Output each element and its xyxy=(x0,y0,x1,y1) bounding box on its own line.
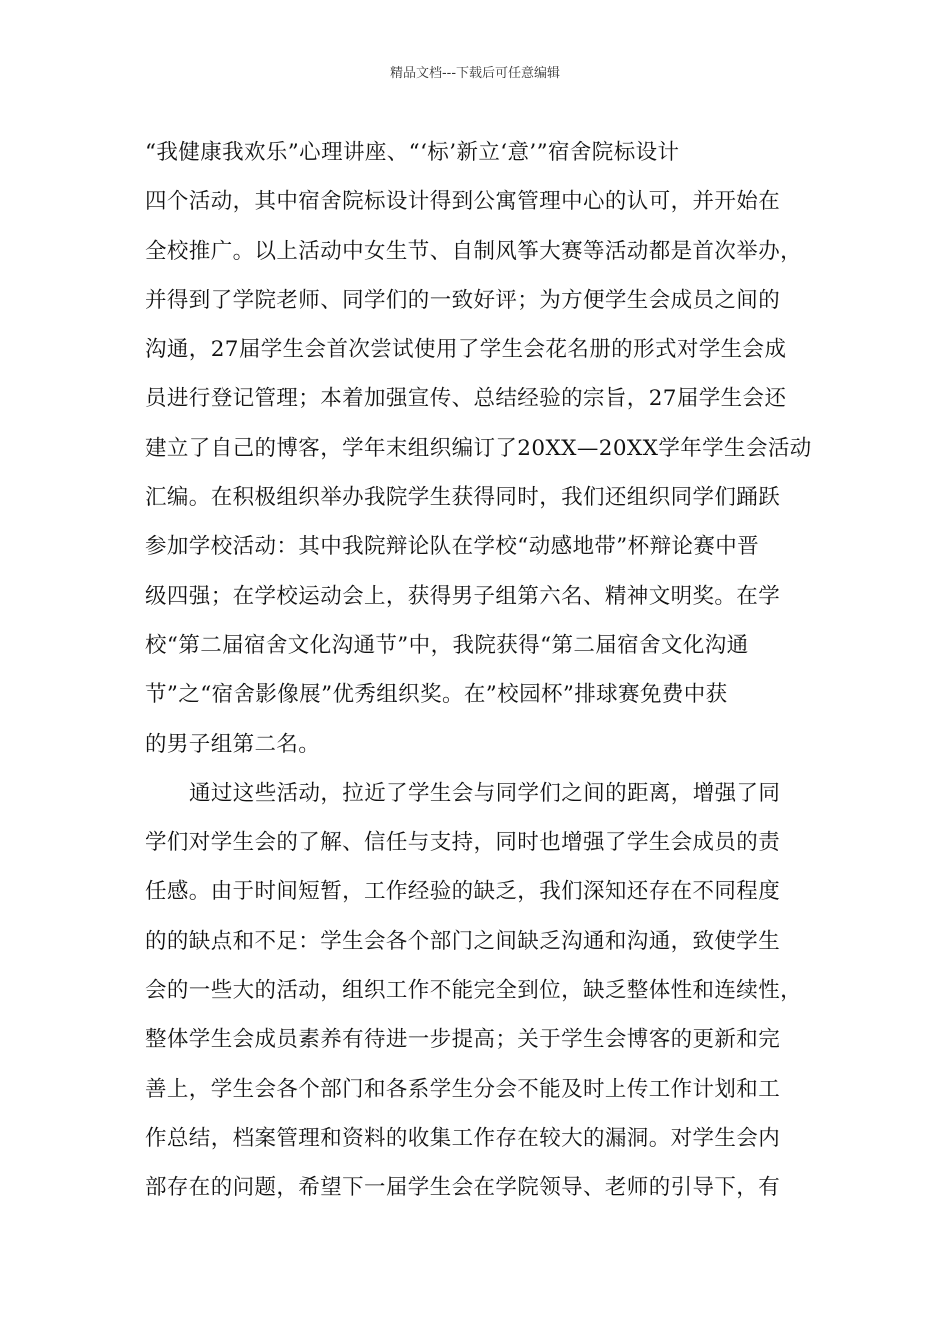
text-line: 全校推广。以上活动中女生节、自制风筝大赛等活动都是首次举办， xyxy=(145,238,803,264)
text-line: 校“第二届宿舍文化沟通节”中，我院获得“第二届宿舍文化沟通 xyxy=(145,632,749,658)
text-line: 作总结，档案管理和资料的收集工作存在较大的漏洞。对学生会内 xyxy=(145,1125,781,1151)
text-line: 四个活动，其中宿舍院标设计得到公寓管理中心的认可，并开始在 xyxy=(145,189,781,215)
text-line: 部存在的问题，希望下一届学生会在学院领导、老师的引导下，有 xyxy=(145,1175,781,1201)
text-line: 通过这些活动，拉近了学生会与同学们之间的距离，增强了同 xyxy=(189,780,781,806)
text-line: 员进行登记管理；本着加强宣传、总结经验的宗旨，27届学生会还 xyxy=(145,386,787,412)
text-line: 级四强；在学校运动会上，获得男子组第六名、精神文明奖。在学 xyxy=(145,583,781,609)
text-line: 会的一些大的活动，组织工作不能完全到位，缺乏整体性和连续性， xyxy=(145,978,803,1004)
paragraph-2 xyxy=(145,769,809,1213)
paragraph-1 xyxy=(145,128,812,769)
document-body xyxy=(145,128,812,1213)
text-line: 整体学生会成员素养有待进一步提高；关于学生会博客的更新和完 xyxy=(145,1027,781,1053)
text-line: 节”之“宿舍影像展”优秀组织奖。在”校园杯”排球赛免费中获 xyxy=(145,682,728,708)
text-line: 的男子组第二名。 xyxy=(145,731,321,757)
text-line: 汇编。在积极组织举办我院学生获得同时，我们还组织同学们踊跃 xyxy=(145,485,781,511)
page-header: 精品文档---下载后可任意编辑 xyxy=(389,66,561,81)
text-line: 任感。由于时间短暂，工作经验的缺乏，我们深知还存在不同程度 xyxy=(145,879,781,905)
text-line: 并得到了学院老师、同学们的一致好评；为方便学生会成员之间的 xyxy=(145,287,781,313)
text-line: “我健康我欢乐”心理讲座、“‘标’新立‘意’”宿舍院标设计 xyxy=(145,140,680,165)
text-line: 学们对学生会的了解、信任与支持，同时也增强了学生会成员的责 xyxy=(145,830,781,856)
text-line: 的的缺点和不足：学生会各个部门之间缺乏沟通和沟通，致使学生 xyxy=(145,928,781,954)
text-line: 沟通，27届学生会首次尝试使用了学生会花名册的形式对学生会成 xyxy=(145,337,787,363)
text-line: 善上，学生会各个部门和各系学生分会不能及时上传工作计划和工 xyxy=(145,1076,781,1102)
text-line: 参加学校活动：其中我院辩论队在学校“动感地带”杯辩论赛中晋 xyxy=(145,534,760,560)
text-line: 建立了自己的博客，学年末组织编订了20XX—20XX学年学生会活动 xyxy=(145,435,812,461)
